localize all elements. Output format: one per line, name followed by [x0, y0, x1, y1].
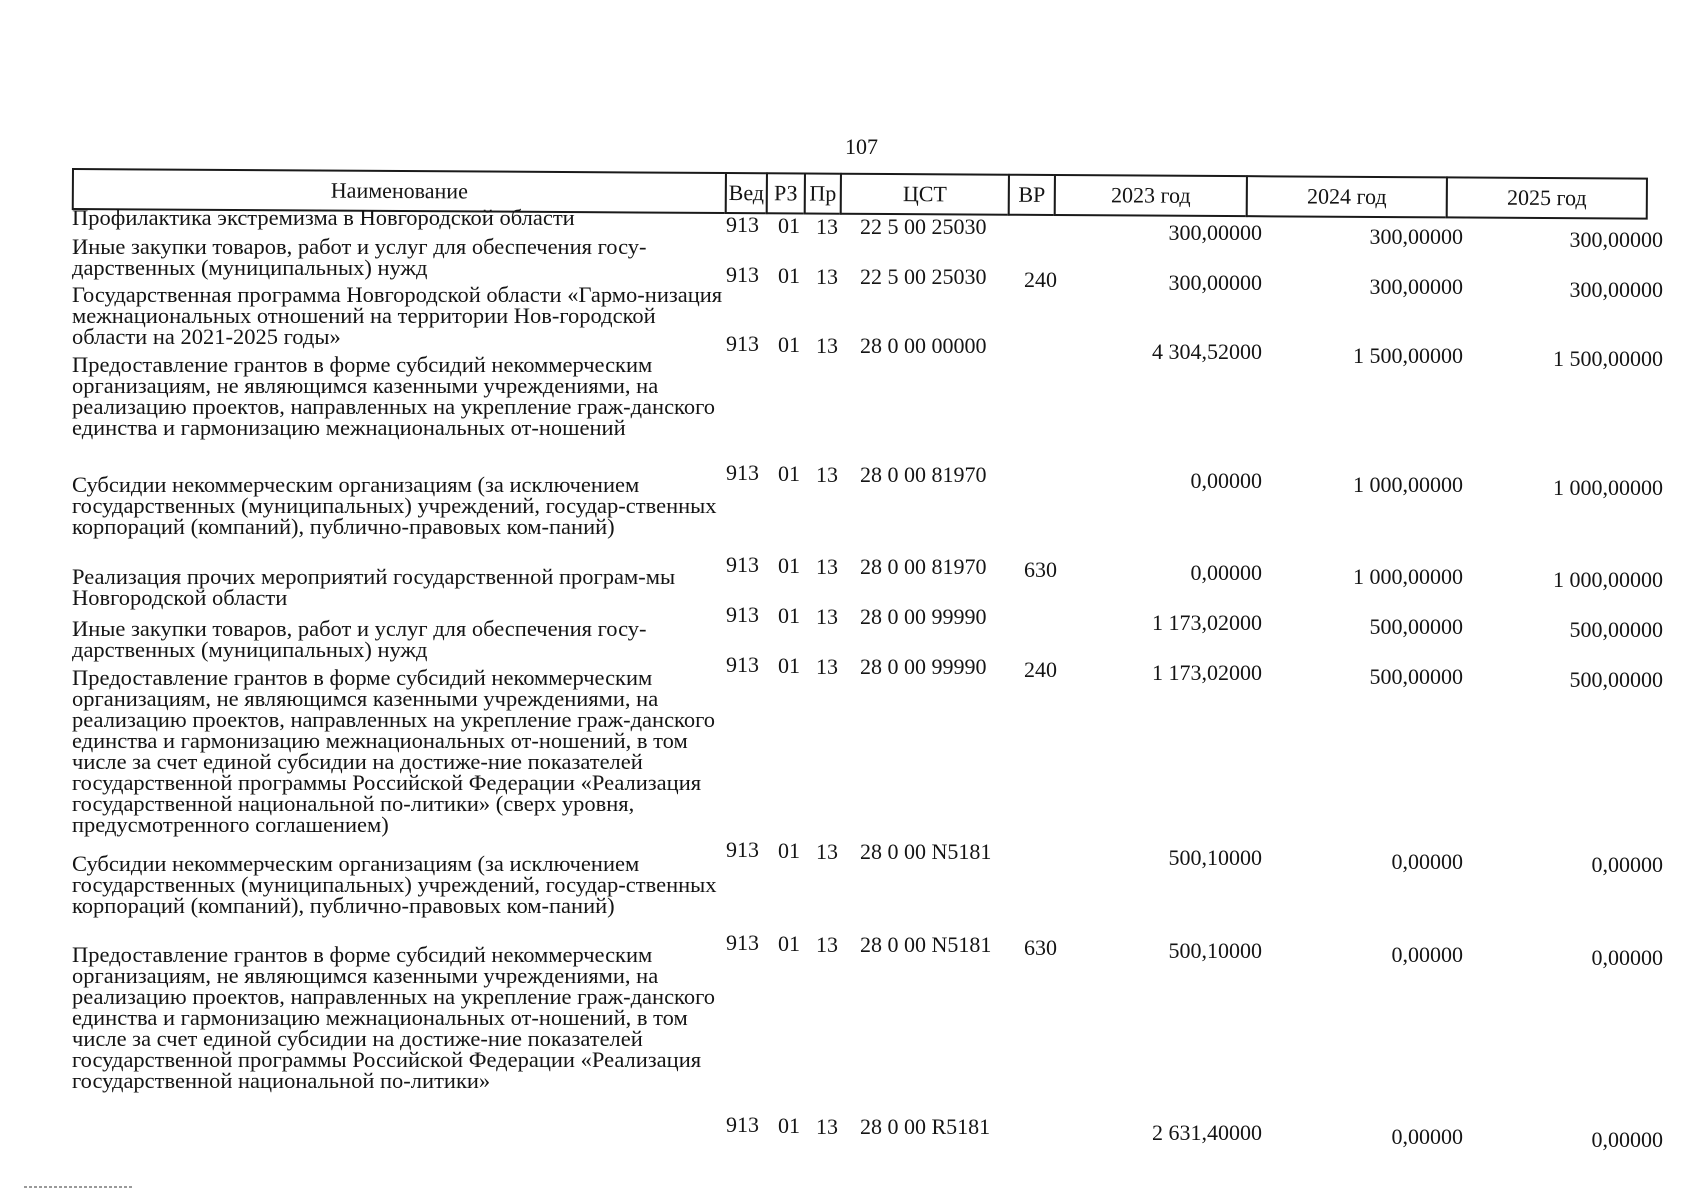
- row-rz: 01: [778, 652, 800, 678]
- row-2024: 500,00000: [1369, 663, 1463, 689]
- row-name: Предоставление грантов в форме субсидий некоммерческим организациям, не являющимся казенными учреждениями, на реализацию проектов, направленных на укрепление граж-данского единства и гармонизацию межнациональных от-ношений: [72, 352, 716, 440]
- row-2025: 1 000,00000: [1553, 567, 1663, 593]
- row-2024: 0,00000: [1391, 941, 1463, 967]
- header-2025: 2025 год: [1446, 176, 1648, 219]
- row-2023: 0,00000: [1190, 467, 1262, 493]
- header-pr: Пр: [804, 172, 842, 214]
- header-2023: 2023 год: [1054, 174, 1248, 217]
- row-pr: 13: [816, 332, 838, 358]
- row-cst: 28 0 00 99990: [860, 604, 987, 630]
- row-2023: 2 631,40000: [1152, 1119, 1262, 1145]
- header-name: Наименование: [72, 168, 727, 214]
- row-cst: 28 0 00 N5181: [860, 932, 992, 958]
- row-2023: 1 173,02000: [1152, 659, 1262, 685]
- row-rz: 01: [778, 552, 800, 578]
- row-2025: 1 500,00000: [1553, 346, 1663, 372]
- row-ved: 913: [726, 930, 759, 955]
- row-2023: 4 304,52000: [1152, 338, 1262, 364]
- row-pr: 13: [816, 603, 838, 629]
- row-cst: 28 0 00 99990: [860, 654, 987, 680]
- row-2024: 300,00000: [1369, 223, 1463, 249]
- row-2024: 0,00000: [1391, 848, 1463, 874]
- row-2025: 0,00000: [1591, 1127, 1663, 1153]
- row-cst: 28 0 00 00000: [860, 333, 987, 359]
- row-name: Субсидии некоммерческим организациям (за исключением государственных (муниципальных) учреждений, государ-ственных корпораций (компаний), публично-правовых ком-паний): [72, 472, 717, 539]
- page-number: 107: [845, 134, 878, 159]
- row-pr: 13: [816, 461, 838, 487]
- row-cst: 28 0 00 N5181: [860, 839, 992, 865]
- row-pr: 13: [816, 263, 838, 289]
- row-name: Субсидии некоммерческим организациям (за исключением государственных (муниципальных) учреждений, государ-ственных корпораций (компаний), публично-правовых ком-паний): [72, 851, 717, 918]
- row-2024: 300,00000: [1369, 273, 1463, 299]
- row-name: Профилактика экстремизма в Новгородской области: [72, 205, 575, 230]
- row-2023: 1 173,02000: [1152, 609, 1262, 635]
- row-2025: 0,00000: [1591, 945, 1663, 971]
- row-2025: 300,00000: [1569, 227, 1663, 253]
- row-ved: 913: [726, 652, 759, 677]
- row-rz: 01: [778, 930, 800, 956]
- row-2025: 0,00000: [1591, 852, 1663, 878]
- row-cst: 22 5 00 25030: [860, 214, 987, 240]
- row-pr: 13: [816, 653, 838, 679]
- row-ved: 913: [726, 460, 759, 485]
- row-rz: 01: [778, 837, 800, 863]
- footer-divider: [24, 1186, 132, 1188]
- row-pr: 13: [816, 1113, 838, 1139]
- header-2024: 2024 год: [1246, 175, 1448, 218]
- row-ved: 913: [726, 262, 759, 287]
- row-2024: 500,00000: [1369, 613, 1463, 639]
- row-2023: 0,00000: [1190, 559, 1262, 585]
- row-2025: 500,00000: [1569, 617, 1663, 643]
- row-name: Предоставление грантов в форме субсидий некоммерческим организациям, не являющимся казенными учреждениями, на реализацию проектов, направленных на укрепление граж-данского единства и гармонизацию межнациональных от-ношений, в том числе за счет единой субсидии на достиже-ние показателей государственной программы Российской Федерации «Реализация государственной национальной по-литики»: [72, 942, 716, 1093]
- row-ved: 913: [726, 837, 759, 862]
- row-2025: 500,00000: [1569, 667, 1663, 693]
- row-pr: 13: [816, 931, 838, 957]
- header-ved: Вед: [725, 172, 768, 214]
- row-vr: 630: [1024, 557, 1057, 583]
- row-2023: 300,00000: [1168, 219, 1262, 245]
- row-2024: 1 000,00000: [1353, 471, 1463, 497]
- row-ved: 913: [726, 212, 759, 237]
- row-rz: 01: [778, 1112, 800, 1138]
- row-rz: 01: [778, 262, 800, 288]
- header-vr: ВР: [1008, 174, 1056, 216]
- row-rz: 01: [778, 602, 800, 628]
- row-2023: 500,10000: [1168, 844, 1262, 870]
- row-ved: 913: [726, 552, 759, 577]
- row-2024: 1 500,00000: [1353, 342, 1463, 368]
- row-pr: 13: [816, 553, 838, 579]
- row-cst: 22 5 00 25030: [860, 264, 987, 290]
- row-ved: 913: [726, 602, 759, 627]
- row-2024: 0,00000: [1391, 1123, 1463, 1149]
- row-vr: 240: [1024, 657, 1057, 683]
- row-rz: 01: [778, 460, 800, 486]
- row-name: Предоставление грантов в форме субсидий некоммерческим организациям, не являющимся казенными учреждениями, на реализацию проектов, направленных на укрепление граж-данского единства и гармонизацию межнациональных от-ношений, в том числе за счет единой субсидии на достиже-ние показателей государственной программы Российской Федерации «Реализация государственной национальной по-литики» (сверх уровня, предусмотренного соглашением): [72, 665, 716, 837]
- row-rz: 01: [778, 212, 800, 238]
- header-rz: РЗ: [766, 172, 806, 214]
- row-vr: 240: [1024, 267, 1057, 293]
- row-cst: 28 0 00 R5181: [860, 1114, 991, 1140]
- row-2024: 1 000,00000: [1353, 563, 1463, 589]
- row-pr: 13: [816, 838, 838, 864]
- row-vr: 630: [1024, 935, 1057, 961]
- row-2023: 300,00000: [1168, 269, 1262, 295]
- row-name: Иные закупки товаров, работ и услуг для обеспечения госу-дарственных (муниципальных) нужд: [72, 616, 647, 662]
- row-pr: 13: [816, 213, 838, 239]
- row-ved: 913: [726, 331, 759, 356]
- row-cst: 28 0 00 81970: [860, 462, 987, 488]
- row-rz: 01: [778, 331, 800, 357]
- row-name: Государственная программа Новгородской области «Гармо-низация межнациональных отношений на территории Нов-городской области на 2021-2025 годы»: [72, 282, 723, 349]
- row-name: Иные закупки товаров, работ и услуг для обеспечения госу-дарственных (муниципальных) нужд: [72, 234, 647, 280]
- row-2025: 1 000,00000: [1553, 475, 1663, 501]
- row-2025: 300,00000: [1569, 277, 1663, 303]
- header-cst: ЦСТ: [840, 173, 1010, 216]
- row-ved: 913: [726, 1112, 759, 1137]
- row-2023: 500,10000: [1168, 937, 1262, 963]
- row-cst: 28 0 00 81970: [860, 554, 987, 580]
- row-name: Реализация прочих мероприятий государственной програм-мы Новгородской области: [72, 564, 676, 610]
